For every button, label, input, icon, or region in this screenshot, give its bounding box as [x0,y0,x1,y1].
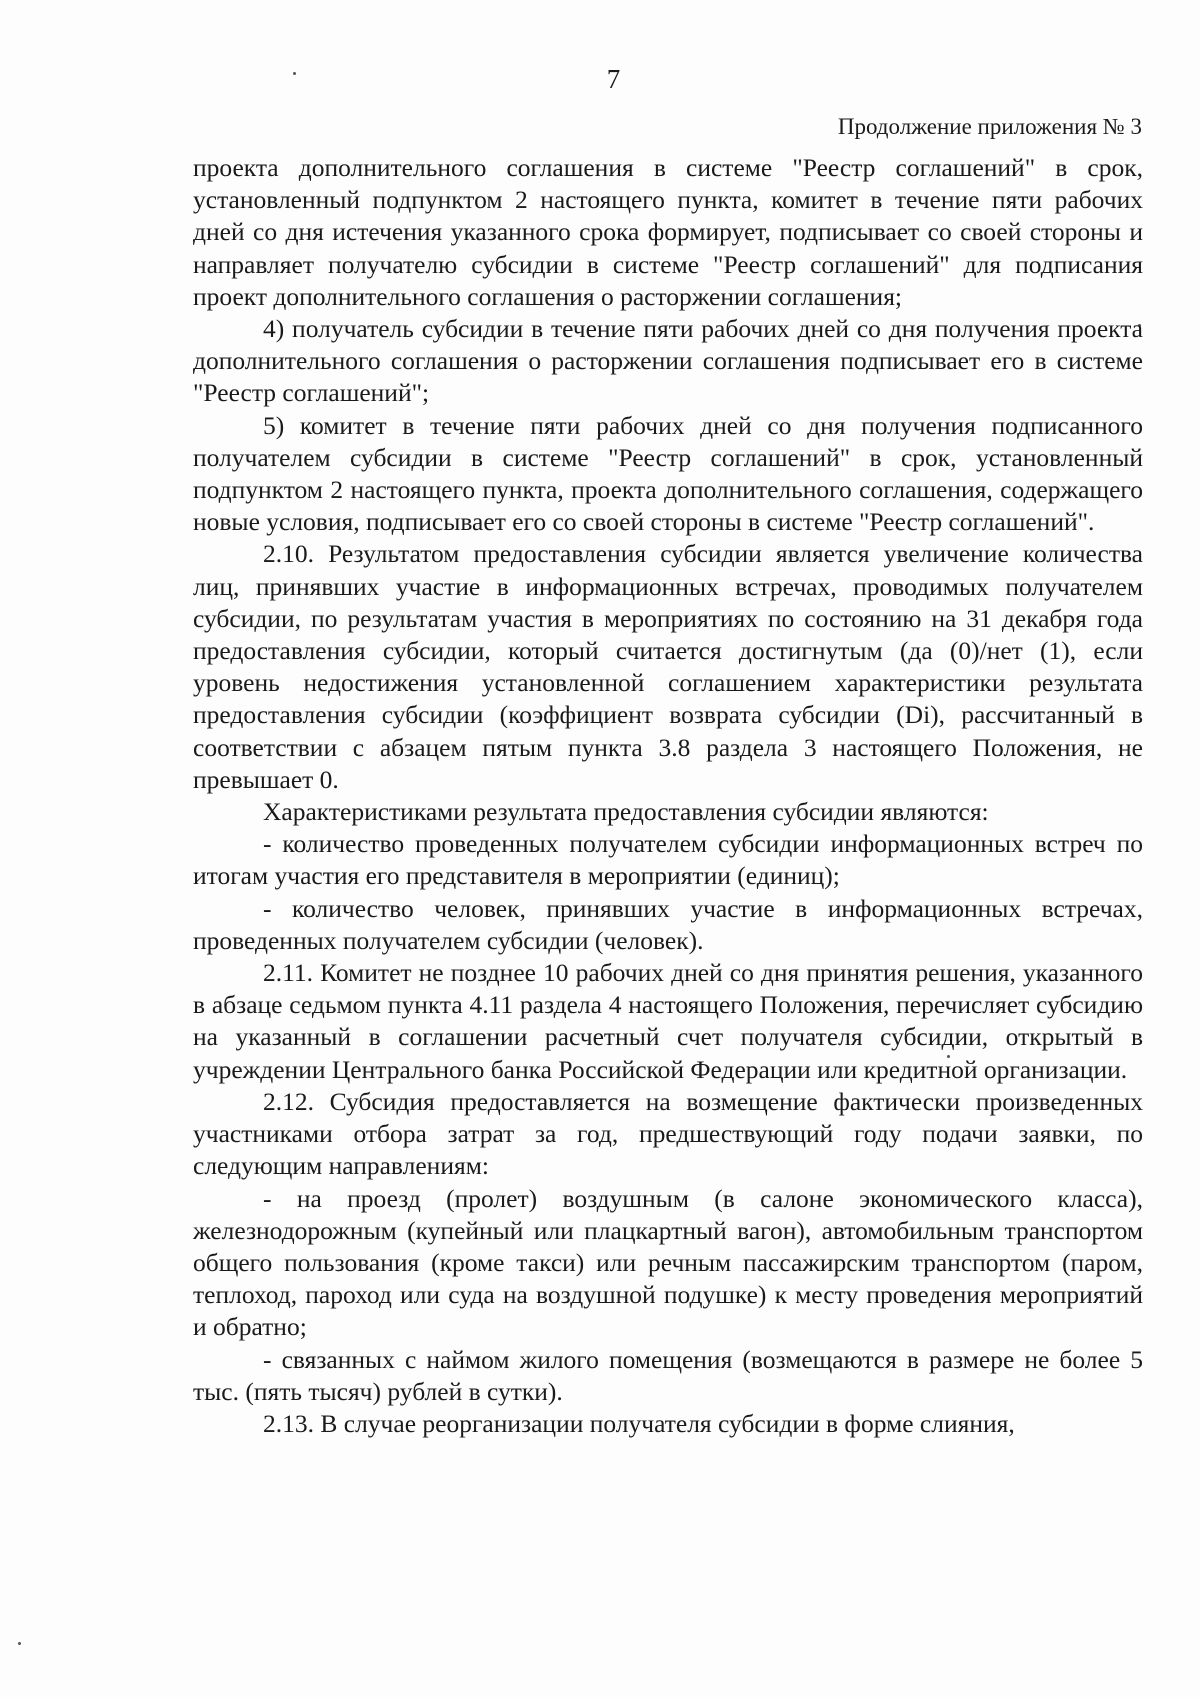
paragraph: - количество человек, принявших участие в информационных встречах, проведенных получателем субсидии (человек). [193,893,1143,955]
appendix-continuation-label: Продолжение приложения № 3 [837,114,1142,139]
paragraph: 2.10. Результатом предоставления субсидии является увеличение количества лиц, принявших участие в информационных встречах, проводимых получателем субсидии, по результатам участия в мероприятиях по состоянию на 31 декабря года предоставления субсидии, который считается достигнутым (да (0)/нет (1), если уровень недостижения установленной соглашением характеристики результата предоставления субсидии (коэффициент возврата субсидии (Di), рассчитанный в соответствии с абзацем пятым пункта 3.8 раздела 3 настоящего Положения, не превышает 0. [193,539,1143,794]
paragraph: 2.11. Комитет не позднее 10 рабочих дней со дня принятия решения, указанного в абзаце седьмом пункта 4.11 раздела 4 настоящего Положения, перечисляет субсидию на указанный в соглашении расчетный счет получателя субсидии, открытый в учреждении Центрального банка Российской Федерации или кредитной организации. [193,958,1143,1084]
paragraph: 5) комитет в течение пяти рабочих дней со дня получения подписанного получателем субсидии в системе "Реестр соглашений" в срок, установленный подпунктом 2 настоящего пункта, проекта дополнительного соглашения, содержащего новые условия, подписывает его со своей стороны в системе "Реестр соглашений". [193,410,1143,537]
paragraph: Характеристиками результата предоставления субсидии являются: [263,797,989,827]
document-body [193,152,1143,1440]
paragraph: 2.13. В случае реорганизации получателя субсидии в форме слияния, [263,1408,1015,1438]
paragraph: - количество проведенных получателем субсидии информационных встреч по итогам участия его представителя в мероприятии (единиц); [193,829,1143,891]
paragraph: 2.12. Субсидия предоставляется на возмещение фактически произведенных участниками отбора затрат за год, предшествующий году подачи заявки, по следующим направлениям: [193,1086,1143,1181]
scan-speck [18,1642,21,1645]
paragraph: 4) получатель субсидии в течение пяти рабочих дней со дня получения проекта дополнительного соглашения о расторжении соглашения подписывает его в системе "Реестр соглашений"; [193,314,1143,408]
paragraph: - связанных с наймом жилого помещения (возмещаются в размере не более 5 тыс. (пять тысяч) рублей в сутки). [193,1344,1143,1406]
paragraph: - на проезд (пролет) воздушным (в салоне экономического класса), железнодорожным (купейный или плацкартный вагон), автомобильным транспортом общего пользования (кроме такси) или речным пассажирским транспортом (паром, теплоход, пароход или суда на воздушной подушке) к месту проведения мероприятий и обратно; [193,1183,1143,1342]
paragraph: проекта дополнительного соглашения в системе "Реестр соглашений" в срок, установленный подпунктом 2 настоящего пункта, комитет в течение пяти рабочих дней со дня истечения указанного срока формирует, подписывает со своей стороны и направляет получателю субсидии в системе "Реестр соглашений" для подписания проект дополнительного соглашения о расторжении соглашения; [193,153,1143,311]
page-number: 7 [606,64,621,94]
